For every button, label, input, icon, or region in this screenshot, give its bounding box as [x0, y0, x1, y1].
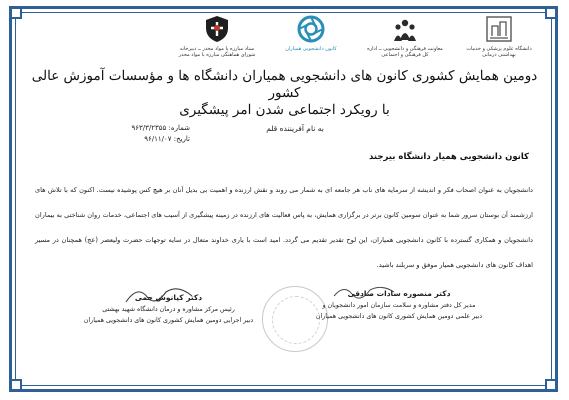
people-emblem-icon — [390, 14, 420, 44]
signature-block-right — [299, 288, 499, 322]
society-logo-caption: معاونت فرهنگی و دانشجویی ــ اداره کل فرهنگی و اجتماعی — [367, 46, 443, 58]
title-line-1: دومین همایش کشوری کانون های دانشجویی همیاران دانشگاه ها و مؤسسات آموزش عالی کشور — [31, 68, 538, 101]
signatory-right-role-2: دبیر علمی دومین همایش کشوری کانون های دانشجویی همیاران — [315, 313, 483, 320]
anti-narcotics-logo-caption: ستاد مبارزه با مواد مخدر ــ دبیرخانه شورای هماهنگی مبارزه با مواد مخدر — [178, 46, 256, 58]
hamyaran-logo-caption: کانون دانشجویی همیاران — [285, 46, 337, 52]
society-logo — [365, 14, 445, 58]
shield-emblem-icon — [202, 14, 232, 44]
invocation: به نام آفریننده قلم — [266, 124, 324, 133]
anti-narcotics-logo — [177, 14, 257, 58]
corner-ornament-bottom-right — [545, 379, 557, 391]
logo-row — [177, 14, 539, 58]
signatory-right-role-1: مدیر کل دفتر مشاوره و سلامت سازمان امور دانشجویان و — [322, 302, 476, 309]
certificate-title — [30, 68, 539, 119]
signatory-left-role-2: دبیر اجرایی دومین همایش کشوری کانون های دانشجویی همیاران — [83, 317, 254, 324]
university-logo-caption: دانشگاه علوم پزشکی و خدمات بهداشتی درمانی — [466, 46, 532, 58]
hamyaran-logo — [271, 14, 351, 52]
corner-ornament-top-right — [545, 7, 557, 19]
letter-date: تاریخ: ۹۶/۱۱/۰۷ — [144, 135, 190, 143]
signatory-right-name: دکتر منصوره سادات صادقی — [347, 289, 451, 298]
corner-ornament-bottom-left — [10, 379, 22, 391]
camera-aperture-icon — [296, 14, 326, 44]
letter-number: شماره: ۹۶۳/۳/۲۳۵۵ — [131, 124, 190, 132]
signature-block-left — [76, 292, 261, 326]
university-logo — [459, 14, 539, 58]
recipient: کانون دانشجویی همیار دانشگاه بیرجند — [369, 152, 529, 162]
university-emblem-icon — [484, 14, 514, 44]
corner-ornament-top-left — [10, 7, 22, 19]
certificate-body: دانشجویان به عنوان اصحاب فکر و اندیشه از سرمایه های ناب هر جامعه ای به شمار می روند و نقش ارزنده و اهمیت بی بدیل آنان بر هیچ کس پوشیده نیست. اکنون که با تلاش های ارزشمند آن بوستان سرور شما به عنوان سومین کانون برتر در برگزاری همایش، به پاس فعالیت های ارزنده در زمینه پیشگیری از آسیب های اجتماعی، خدمات روان شناختی به بیماران دانشجویان و همکاری گسترده با کانون دانشجویی همیاران، این لوح تقدیر تقدیم می گردد. امید است با یاری خداوند متعال در سایه توجهات حضرت ولیعصر (عج) همچنان در مسیر اهداف کانون های دانشجویی همیار موفق و سربلند باشید. — [35, 186, 533, 269]
title-line-2: با رویکرد اجتماعی شدن امر پیشگیری — [179, 102, 390, 118]
signatory-left-name: دکتر کیانوش جمی — [134, 293, 203, 302]
letter-meta — [100, 123, 190, 145]
signatory-left-role-1: رئیس مرکز مشاوره و درمان دانشگاه شهید بهشتی — [102, 306, 235, 313]
